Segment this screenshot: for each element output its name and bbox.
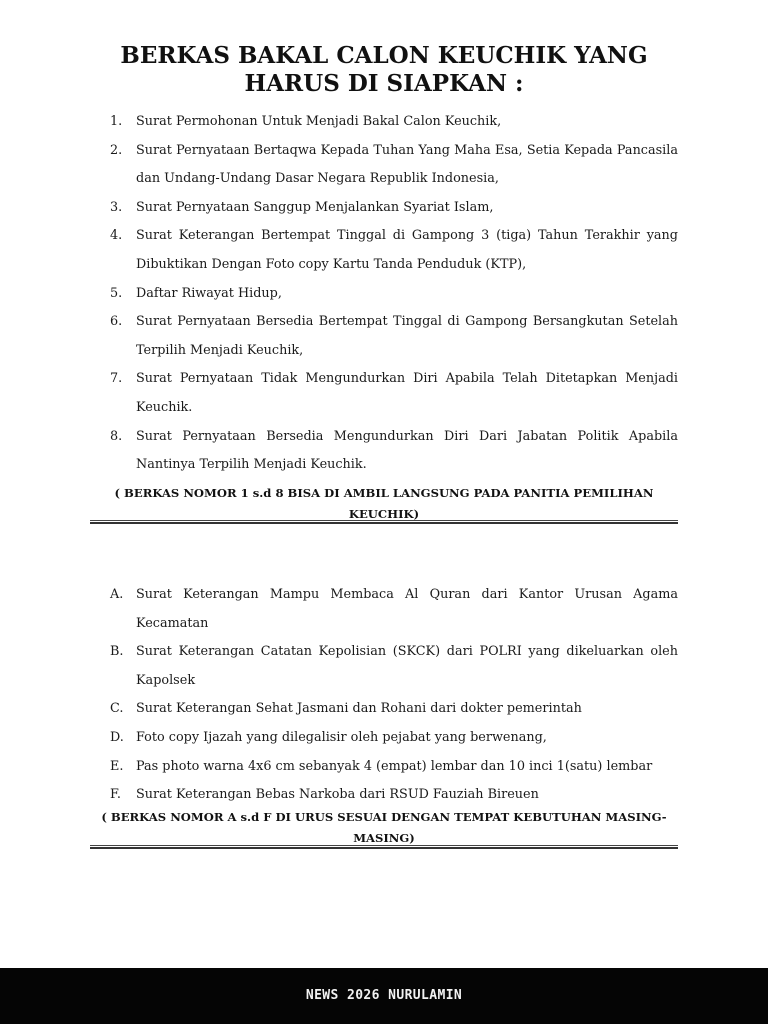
list-item-text: Surat Pernyataan Bersedia Mengundurkan Diri Dari Jabatan Politik Apabila Nantinya Terpilih Menjadi Keuchik. <box>136 428 678 473</box>
list-item-marker: 7. <box>110 371 123 387</box>
footer-label: NEWS 2026 NURULAMIN <box>305 988 463 1003</box>
list-item-text: Surat Keterangan Mampu Membaca Al Quran dari Kantor Urusan Agama Kecamatan <box>136 587 678 631</box>
list-item <box>110 581 678 638</box>
list-item-marker: 3. <box>110 199 123 215</box>
list-item <box>110 695 678 724</box>
list-item-marker: B. <box>110 644 124 660</box>
list-item-text: Foto copy Ijazah yang dilegalisir oleh pejabat yang berwenang, <box>136 729 547 745</box>
list-item <box>110 308 678 365</box>
list-item <box>110 724 678 753</box>
list-item-text: Surat Pernyataan Bersedia Bertempat Tinggal di Gampong Bersangkutan Setelah Terpilih Menjadi Keuchik, <box>136 314 678 358</box>
list-item-marker: 2. <box>110 142 123 158</box>
list-item-marker: 4. <box>110 228 123 244</box>
list-item <box>110 280 678 309</box>
section2-note: ( BERKAS NOMOR A s.d F DI URUS SESUAI DENGAN TEMPAT KEBUTUHAN MASING-MASING) <box>101 810 667 845</box>
list-item-marker: 1. <box>110 114 123 129</box>
list-item-text: Surat Keterangan Catatan Kepolisian (SKCK) dari POLRI yang dikeluarkan oleh Kapolsek <box>136 644 678 688</box>
section1-note: ( BERKAS NOMOR 1 s.d 8 BISA DI AMBIL LANGSUNG PADA PANITIA PEMILIHAN KEUCHIK) <box>114 486 654 521</box>
divider-double-rule <box>90 520 678 524</box>
list-item-text: Daftar Riwayat Hidup, <box>136 285 282 301</box>
list-item <box>110 194 678 223</box>
list-item-marker: 6. <box>110 314 123 330</box>
footer-bar <box>0 968 768 1024</box>
list-item-text: Surat Pernyataan Tidak Mengundurkan Diri Apabila Telah Ditetapkan Menjadi Keuchik. <box>136 371 678 415</box>
list-item-text: Surat Permohonan Untuk Menjadi Bakal Calon Keuchik, <box>136 114 502 129</box>
list-item-marker: C. <box>110 701 124 717</box>
requirements-list-numbered <box>110 108 678 480</box>
list-item <box>110 137 678 194</box>
list-item-text: Pas photo warna 4x6 cm sebanyak 4 (empat) lembar dan 10 inci 1(satu) lembar <box>136 758 653 774</box>
list-item-text: Surat Keterangan Bebas Narkoba dari RSUD Fauziah Bireuen <box>136 787 539 803</box>
requirements-list-lettered <box>110 581 678 810</box>
list-item <box>110 222 678 279</box>
list-item-text: Surat Pernyataan Bertaqwa Kepada Tuhan Yang Maha Esa, Setia Kepada Pancasila dan Undang-Undang Dasar Negara Republik Indonesia, <box>136 142 678 187</box>
list-item-marker: 5. <box>110 285 123 301</box>
list-item <box>110 753 678 782</box>
list-item-text: Surat Keterangan Sehat Jasmani dan Rohani dari dokter pemerintah <box>136 701 582 717</box>
list-item <box>110 423 678 480</box>
list-item-marker: D. <box>110 729 124 745</box>
list-item-text: Surat Keterangan Bertempat Tinggal di Gampong 3 (tiga) Tahun Terakhir yang Dibuktikan Dengan Foto copy Kartu Tanda Penduduk (KTP), <box>136 228 678 272</box>
list-item <box>110 365 678 422</box>
list-item <box>110 108 678 137</box>
list-item-marker: F. <box>110 787 121 803</box>
list-item-marker: 8. <box>110 428 123 444</box>
list-item <box>110 781 678 810</box>
list-item <box>110 638 678 695</box>
document-title: BERKAS BAKAL CALON KEUCHIK YANG HARUS DI SIAPKAN : <box>120 42 648 97</box>
list-item-text: Surat Pernyataan Sanggup Menjalankan Syariat Islam, <box>136 199 494 215</box>
list-item-marker: E. <box>110 758 124 774</box>
list-item-marker: A. <box>110 587 124 602</box>
divider-double-rule <box>90 845 678 849</box>
